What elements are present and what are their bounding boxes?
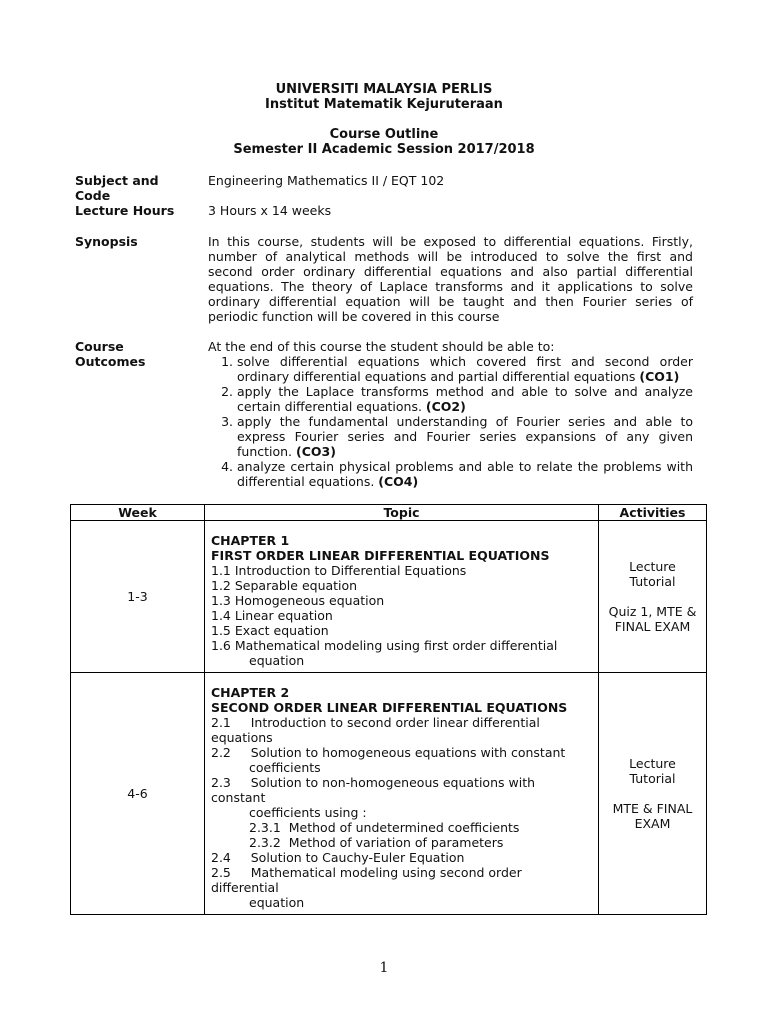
subject-value: Engineering Mathematics II / EQT 102 — [208, 173, 445, 188]
activities-header: Activities — [599, 505, 707, 521]
outcome-code: (CO4) — [378, 474, 419, 489]
topic-item: differential — [211, 880, 279, 895]
topic-item: 2.3 Solution to non-homogeneous equations with — [211, 775, 536, 790]
topic-item: 2.3.2 Method of variation of parameters — [249, 835, 504, 850]
activities-cell: Lecture Tutorial MTE & FINAL EXAM — [599, 673, 707, 915]
outcome-item: 4. analyze certain physical problems and able to relate the problems with differential equations. (CO4) — [237, 459, 693, 489]
topic-item: 2.1 Introduction to second order linear differential — [211, 715, 540, 730]
chapter-title: SECOND ORDER LINEAR DIFFERENTIAL EQUATIONS — [211, 700, 568, 715]
outcomes-block — [208, 339, 693, 489]
synopsis-text: In this course, students will be exposed to differential equations. Firstly, number of analytical methods will be introduced to solve the first and second order ordinary differential equations and also partial differential equations. The theory of Laplace transforms and it applications to solve ordinary differential equation will be taught and then Fourier series of periodic function will be covered in this course — [208, 234, 693, 324]
topic-item: 1.6 Mathematical modeling using first order differential — [211, 638, 558, 653]
topic-item: 2.3.1 Method of undetermined coefficients — [249, 820, 520, 835]
topic-item: constant — [211, 790, 266, 805]
schedule-table — [70, 504, 707, 915]
topic-item: 1.4 Linear equation — [211, 608, 333, 623]
chapter-number: CHAPTER 1 — [211, 533, 290, 548]
week-cell: 1-3 — [71, 521, 205, 673]
page-number: 1 — [379, 960, 389, 976]
topic-item: 1.2 Separable equation — [211, 578, 358, 593]
outcome-code: (CO1) — [639, 369, 680, 384]
topic-cell — [205, 673, 599, 915]
table-row — [71, 673, 707, 915]
topic-item: coefficients using : — [249, 805, 367, 820]
document-header — [0, 82, 768, 157]
session-title: Semester II Academic Session 2017/2018 — [233, 142, 535, 157]
chapter-title: FIRST ORDER LINEAR DIFFERENTIAL EQUATIONS — [211, 548, 550, 563]
outcome-item: 3. apply the fundamental understanding of Fourier series and able to express Fourier series and Fourier series expansions of any given function. (CO3) — [237, 414, 693, 459]
outcome-item: 2. apply the Laplace transforms method and able to solve and analyze certain differential equations. (CO2) — [237, 384, 693, 414]
activities-cell: Lecture Tutorial Quiz 1, MTE & FINAL EXAM — [599, 521, 707, 673]
week-cell: 4-6 — [71, 673, 205, 915]
topic-item: 1.3 Homogeneous equation — [211, 593, 385, 608]
topic-item: coefficients — [249, 760, 321, 775]
topic-header: Topic — [205, 505, 599, 521]
outcome-code: (CO2) — [425, 399, 466, 414]
university-name: UNIVERSITI MALAYSIA PERLIS — [275, 82, 493, 97]
topic-item: 1.1 Introduction to Differential Equations — [211, 563, 467, 578]
outcome-code: (CO3) — [296, 444, 336, 459]
topic-item: equations — [211, 730, 273, 745]
outcome-item: 1. solve differential equations which covered first and second order ordinary differential equations and partial differential equations (CO1) — [237, 354, 693, 384]
topic-item: 2.5 Mathematical modeling using second order — [211, 865, 522, 880]
document-title: Course Outline — [329, 127, 439, 142]
topic-item: 2.4 Solution to Cauchy-Euler Equation — [211, 850, 465, 865]
topic-item: equation — [249, 895, 305, 910]
table-row — [71, 521, 707, 673]
chapter-number: CHAPTER 2 — [211, 685, 290, 700]
week-header: Week — [71, 505, 205, 521]
synopsis-label: Synopsis — [75, 234, 138, 249]
topic-item: 2.2 Solution to homogeneous equations with constant — [211, 745, 566, 760]
outcomes-intro: At the end of this course the student should be able to: — [208, 339, 555, 354]
topic-cell — [205, 521, 599, 673]
subject-label: Subject and Code — [75, 173, 159, 203]
topic-item-continued: equation — [249, 653, 305, 668]
outcomes-label: Course Outcomes — [75, 339, 146, 369]
table-header-row — [71, 505, 707, 521]
topic-item: 1.5 Exact equation — [211, 623, 329, 638]
hours-value: 3 Hours x 14 weeks — [208, 203, 332, 218]
institute-name: Institut Matematik Kejuruteraan — [265, 97, 503, 112]
outcomes-list — [208, 354, 693, 489]
hours-label: Lecture Hours — [75, 203, 175, 218]
